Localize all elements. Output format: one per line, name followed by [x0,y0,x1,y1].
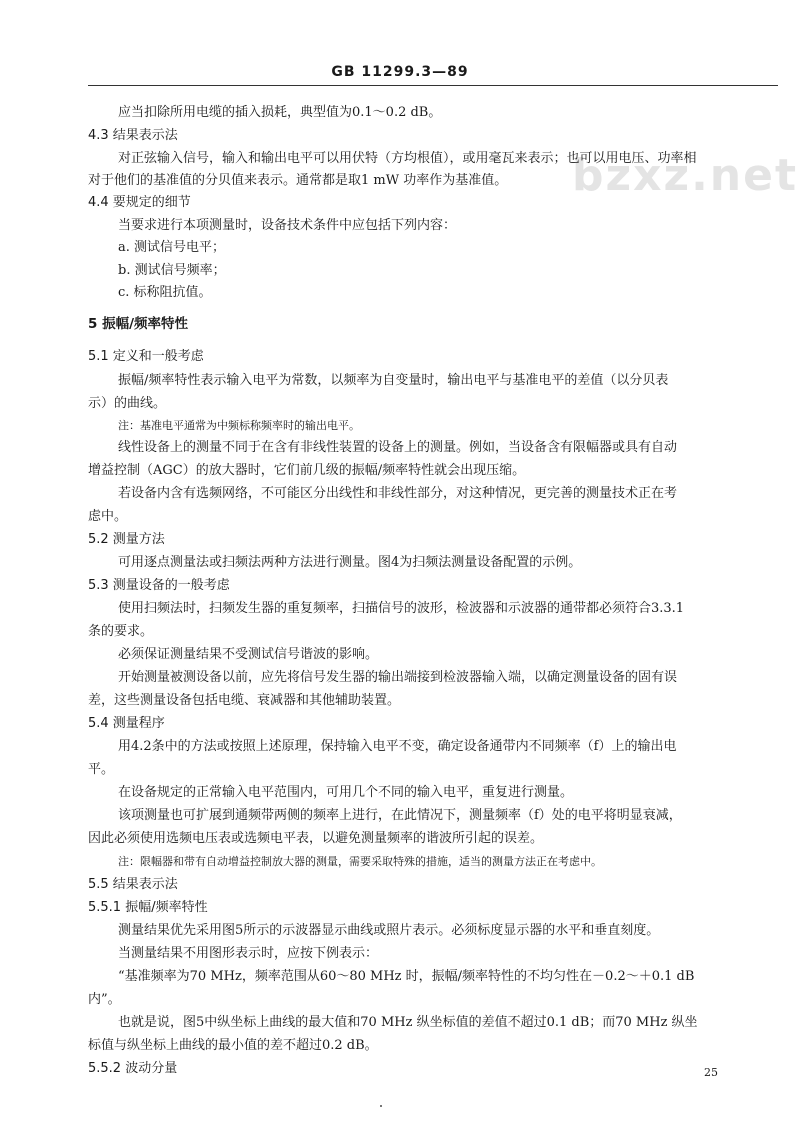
text-line: 在设备规定的正常输入电平范围内，可用几个不同的输入电平，重复进行测量。 [118,785,574,800]
page-number: 25 [704,1066,718,1079]
text-line: 条的要求。 [88,624,154,639]
text-line: 差，这些测量设备包括电缆、衰减器和其他辅助装置。 [88,693,401,708]
header-rule [88,85,778,86]
standard-header: GB 11299.3—89 [331,64,469,80]
text-line: 开始测量被测设备以前，应先将信号发生器的输出端接到检波器输入端，以确定测量设备的固有误 [118,670,678,685]
list-item-b: b. 测试信号频率； [118,263,226,278]
text-line: 该项测量也可扩展到通频带两侧的频率上进行，在此情况下，测量频率（f）处的电平将明显衰减， [118,808,682,823]
text-line: “基准频率为70 MHz，频率范围从60～80 MHz 时，振幅/频率特性的不均匀性在－0.2～＋0.1 dB [118,969,695,984]
text-line: 对于他们的基准值的分贝值来表示。通常都是取1 mW 功率作为基准值。 [88,173,508,188]
text-line: 可用逐点测量法或扫频法两种方法进行测量。图4为扫频法测量设备配置的示例。 [118,555,582,570]
section-heading-5: 5 振幅/频率特性 [88,316,189,332]
text-line: 因此必须使用选频电压表或选频电平表，以避免测量频率的谐波所引起的误差。 [88,831,544,846]
text-line: 标值与纵坐标上曲线的最小值的差不超过0.2 dB。 [88,1038,378,1053]
watermark-text: bzxz.net [572,150,799,201]
section-heading-4-4: 4.4 要规定的细节 [88,195,191,210]
text-line: 内”。 [88,992,121,1007]
scan-speck [380,1105,382,1107]
text-line: 若设备内含有选频网络，不可能区分出线性和非线性部分，对这种情况，更完善的测量技术正在考 [118,486,678,501]
text-line: 示）的曲线。 [88,396,167,411]
section-heading-5-5-2: 5.5.2 波动分量 [88,1061,178,1076]
section-heading-4-3: 4.3 结果表示法 [88,128,178,143]
list-item-c: c. 标称阻抗值。 [118,285,212,300]
text-line: 平。 [88,762,115,777]
text-line: 使用扫频法时，扫频发生器的重复频率，扫描信号的波形，检波器和示波器的通带都必须符合3.3.1 [118,601,685,616]
text-line: 也就是说，图5中纵坐标上曲线的最大值和70 MHz 纵坐标值的差值不超过0.1 dB；而70 MHz 纵坐 [118,1015,698,1030]
section-heading-5-1: 5.1 定义和一般考虑 [88,349,204,364]
text-line: 对正弦输入信号，输入和输出电平可以用伏特（方均根值），或用毫瓦来表示；也可以用电压、功率相 [118,151,697,166]
text-line: 当测量结果不用图形表示时，应按下例表示： [118,946,379,961]
section-heading-5-5-1: 5.5.1 振幅/频率特性 [88,900,208,915]
text-line: 当要求进行本项测量时，设备技术条件中应包括下列内容： [118,218,457,233]
text-line: 线性设备上的测量不同于在含有非线性装置的设备上的测量。例如，当设备含有限幅器或具有自动 [118,440,678,455]
section-heading-5-3: 5.3 测量设备的一般考虑 [88,578,230,593]
text-line: 增益控制（AGC）的放大器时，它们前几级的振幅/频率特性就会出现压缩。 [88,463,526,478]
text-line: 振幅/频率特性表示输入电平为常数，以频率为自变量时，输出电平与基准电平的差值（以分贝表 [118,373,669,388]
note-line: 注：基准电平通常为中频标称频率时的输出电平。 [118,419,360,432]
section-heading-5-5: 5.5 结果表示法 [88,877,178,892]
text-line: 应当扣除所用电缆的插入损耗，典型值为0.1～0.2 dB。 [118,105,442,120]
list-item-a: a. 测试信号电平； [118,240,226,255]
text-line: 虑中。 [88,509,128,524]
note-line: 注：限幅器和带有自动增益控制放大器的测量，需要采取特殊的措施，适当的测量方法正在考虑中。 [118,855,602,868]
text-line: 必须保证测量结果不受测试信号谐波的影响。 [118,647,379,662]
section-heading-5-2: 5.2 测量方法 [88,532,165,547]
text-line: 用4.2条中的方法或按照上述原理，保持输入电平不变，确定设备通带内不同频率（f）上的输出电 [118,739,677,754]
text-line: 测量结果优先采用图5所示的示波器显示曲线或照片表示。必须标度显示器的水平和垂直刻度。 [118,923,660,938]
section-heading-5-4: 5.4 测量程序 [88,716,165,731]
